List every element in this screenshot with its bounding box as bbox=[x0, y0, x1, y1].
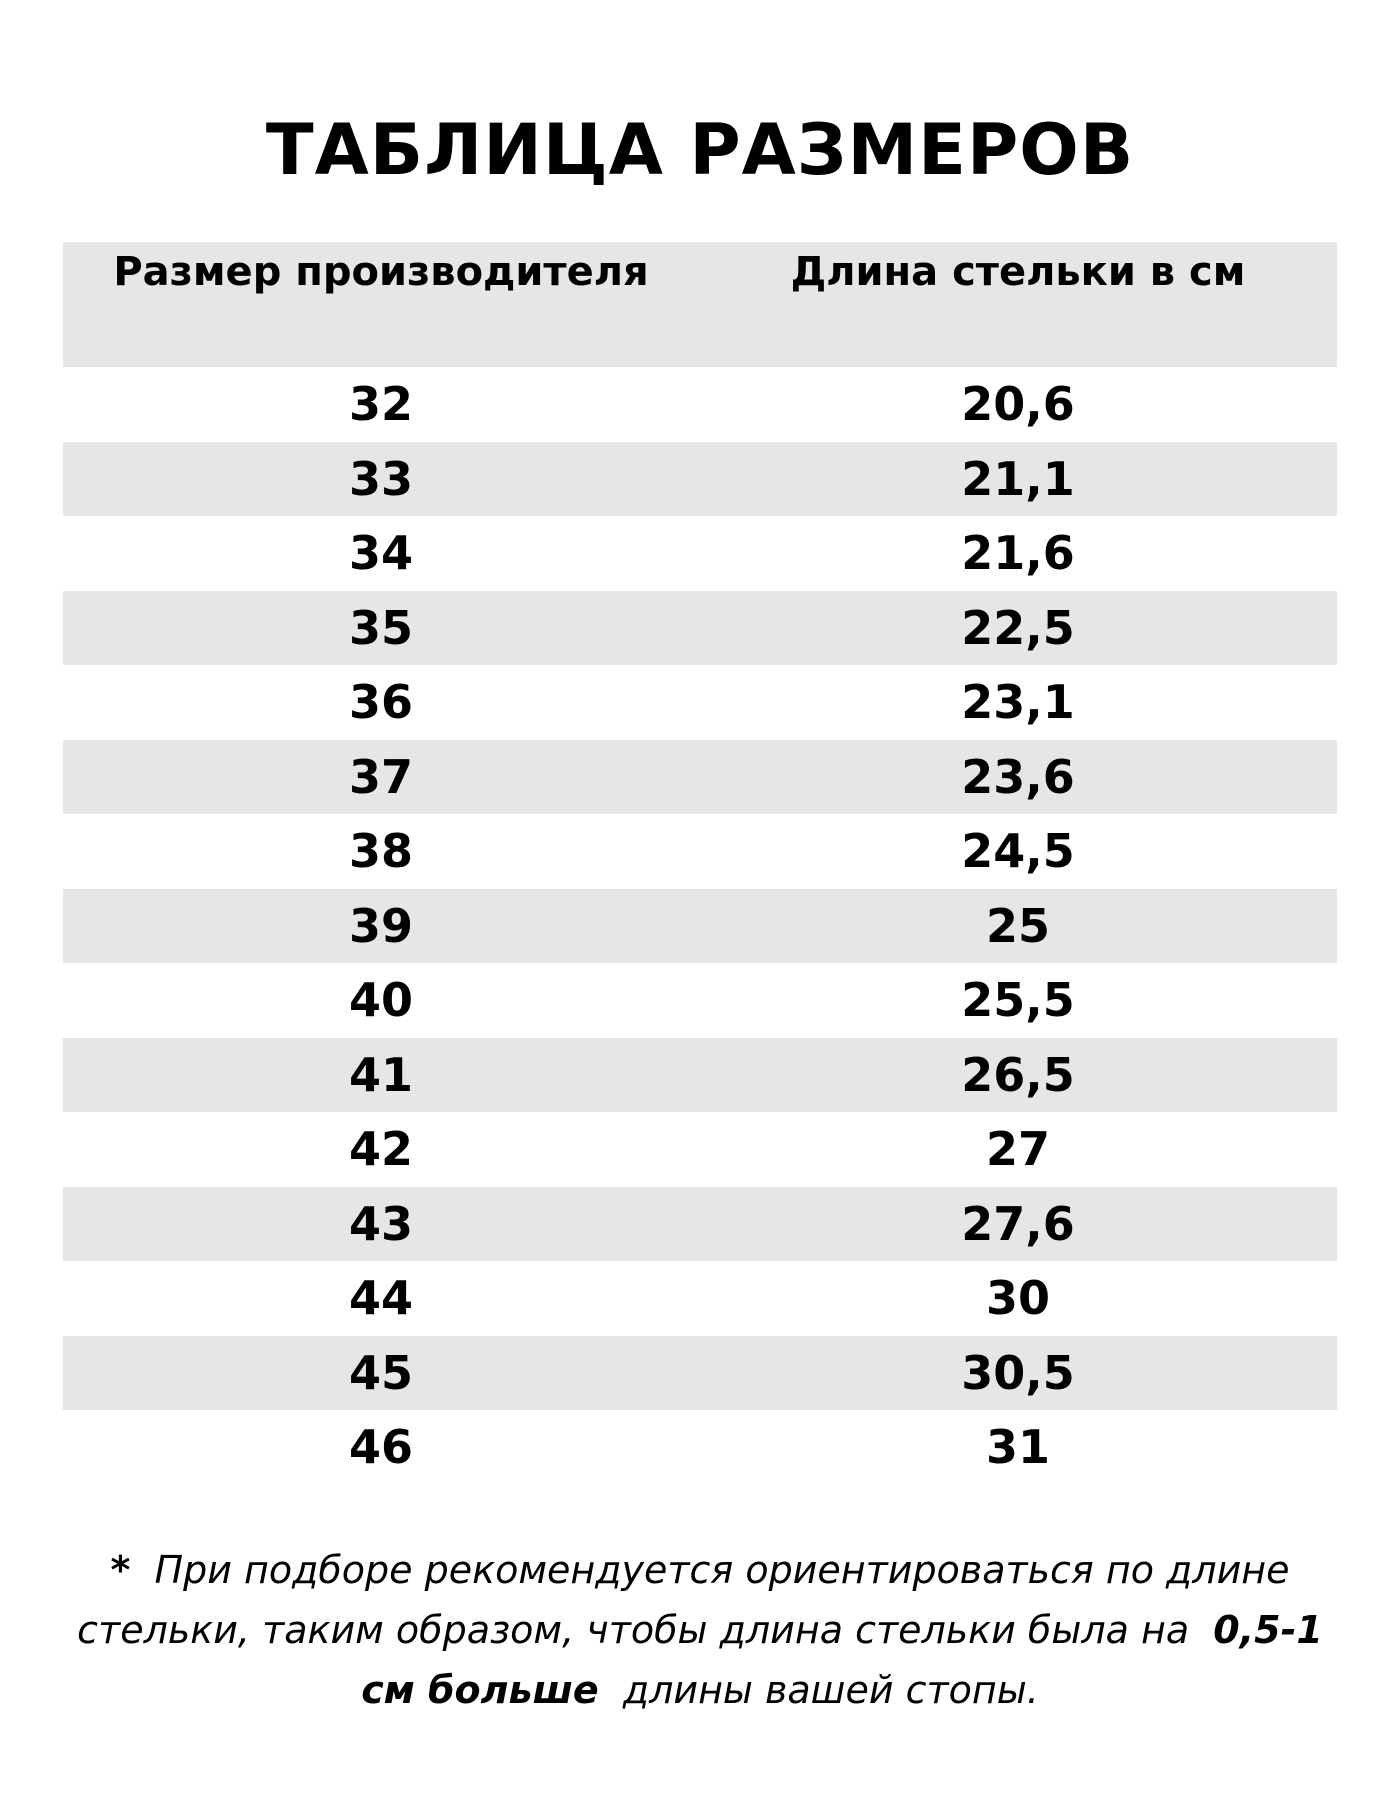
footnote-line2: стельки, таким образом, чтобы длина стельки была на bbox=[77, 1608, 1190, 1652]
cell-insole-length: 25,5 bbox=[961, 973, 1075, 1027]
cell-manufacturer-size: 37 bbox=[348, 749, 413, 804]
cell-insole-length: 21,1 bbox=[961, 451, 1075, 506]
table-row bbox=[63, 1410, 1337, 1485]
table-row bbox=[63, 1187, 1337, 1262]
cell-manufacturer-size: 44 bbox=[348, 1271, 413, 1325]
cell-insole-length: 21,6 bbox=[961, 526, 1075, 580]
cell-insole-length: 22,5 bbox=[961, 600, 1075, 655]
cell-manufacturer-size: 36 bbox=[348, 675, 413, 729]
cell-insole-length: 30 bbox=[985, 1271, 1050, 1325]
cell-manufacturer-size: 43 bbox=[348, 1196, 413, 1251]
page-title: ТАБЛИЦА РАЗМЕРОВ bbox=[265, 109, 1135, 191]
cell-insole-length: 27,6 bbox=[961, 1196, 1075, 1251]
cell-insole-length: 20,6 bbox=[961, 377, 1075, 431]
table-row bbox=[63, 814, 1337, 889]
cell-manufacturer-size: 45 bbox=[348, 1345, 413, 1400]
table-row bbox=[63, 1261, 1337, 1336]
cell-manufacturer-size: 35 bbox=[348, 600, 413, 655]
table-row bbox=[63, 740, 1337, 815]
cell-insole-length: 27 bbox=[985, 1122, 1050, 1176]
table-row bbox=[63, 442, 1337, 517]
cell-insole-length: 23,6 bbox=[961, 749, 1075, 804]
cell-manufacturer-size: 39 bbox=[348, 898, 413, 953]
footnote-line1: При подборе рекомендуется ориентироваться по длине bbox=[154, 1548, 1290, 1592]
cell-manufacturer-size: 38 bbox=[348, 824, 413, 878]
cell-insole-length: 25 bbox=[985, 898, 1050, 953]
table-row bbox=[63, 591, 1337, 666]
cell-insole-length: 26,5 bbox=[961, 1047, 1075, 1102]
table-row bbox=[63, 516, 1337, 591]
cell-manufacturer-size: 46 bbox=[348, 1420, 413, 1474]
table-body bbox=[63, 367, 1337, 1485]
header-manufacturer-size: Размер производителя bbox=[113, 249, 649, 295]
table-row bbox=[63, 963, 1337, 1038]
table-row bbox=[63, 367, 1337, 442]
table-row bbox=[63, 1112, 1337, 1187]
footnote-bold-range: 0,5-1 см больше bbox=[361, 1608, 1323, 1712]
cell-manufacturer-size: 34 bbox=[348, 526, 413, 580]
cell-insole-length: 30,5 bbox=[961, 1345, 1075, 1400]
footnote-tail: длины вашей стопы. bbox=[622, 1668, 1039, 1712]
cell-manufacturer-size: 40 bbox=[348, 973, 413, 1027]
cell-manufacturer-size: 41 bbox=[348, 1047, 413, 1102]
table-row bbox=[63, 1038, 1337, 1113]
footnote bbox=[70, 1540, 1330, 1720]
cell-manufacturer-size: 33 bbox=[348, 451, 413, 506]
size-table bbox=[63, 242, 1337, 1485]
footnote-asterisk: * bbox=[110, 1548, 131, 1592]
table-row bbox=[63, 665, 1337, 740]
cell-insole-length: 31 bbox=[985, 1420, 1050, 1474]
cell-manufacturer-size: 32 bbox=[348, 377, 413, 431]
cell-insole-length: 23,1 bbox=[961, 675, 1075, 729]
cell-insole-length: 24,5 bbox=[961, 824, 1075, 878]
header-insole-length: Длина стельки в см bbox=[790, 249, 1246, 295]
cell-manufacturer-size: 42 bbox=[348, 1122, 413, 1176]
table-row bbox=[63, 889, 1337, 964]
table-header bbox=[63, 242, 1337, 367]
table-row bbox=[63, 1336, 1337, 1411]
